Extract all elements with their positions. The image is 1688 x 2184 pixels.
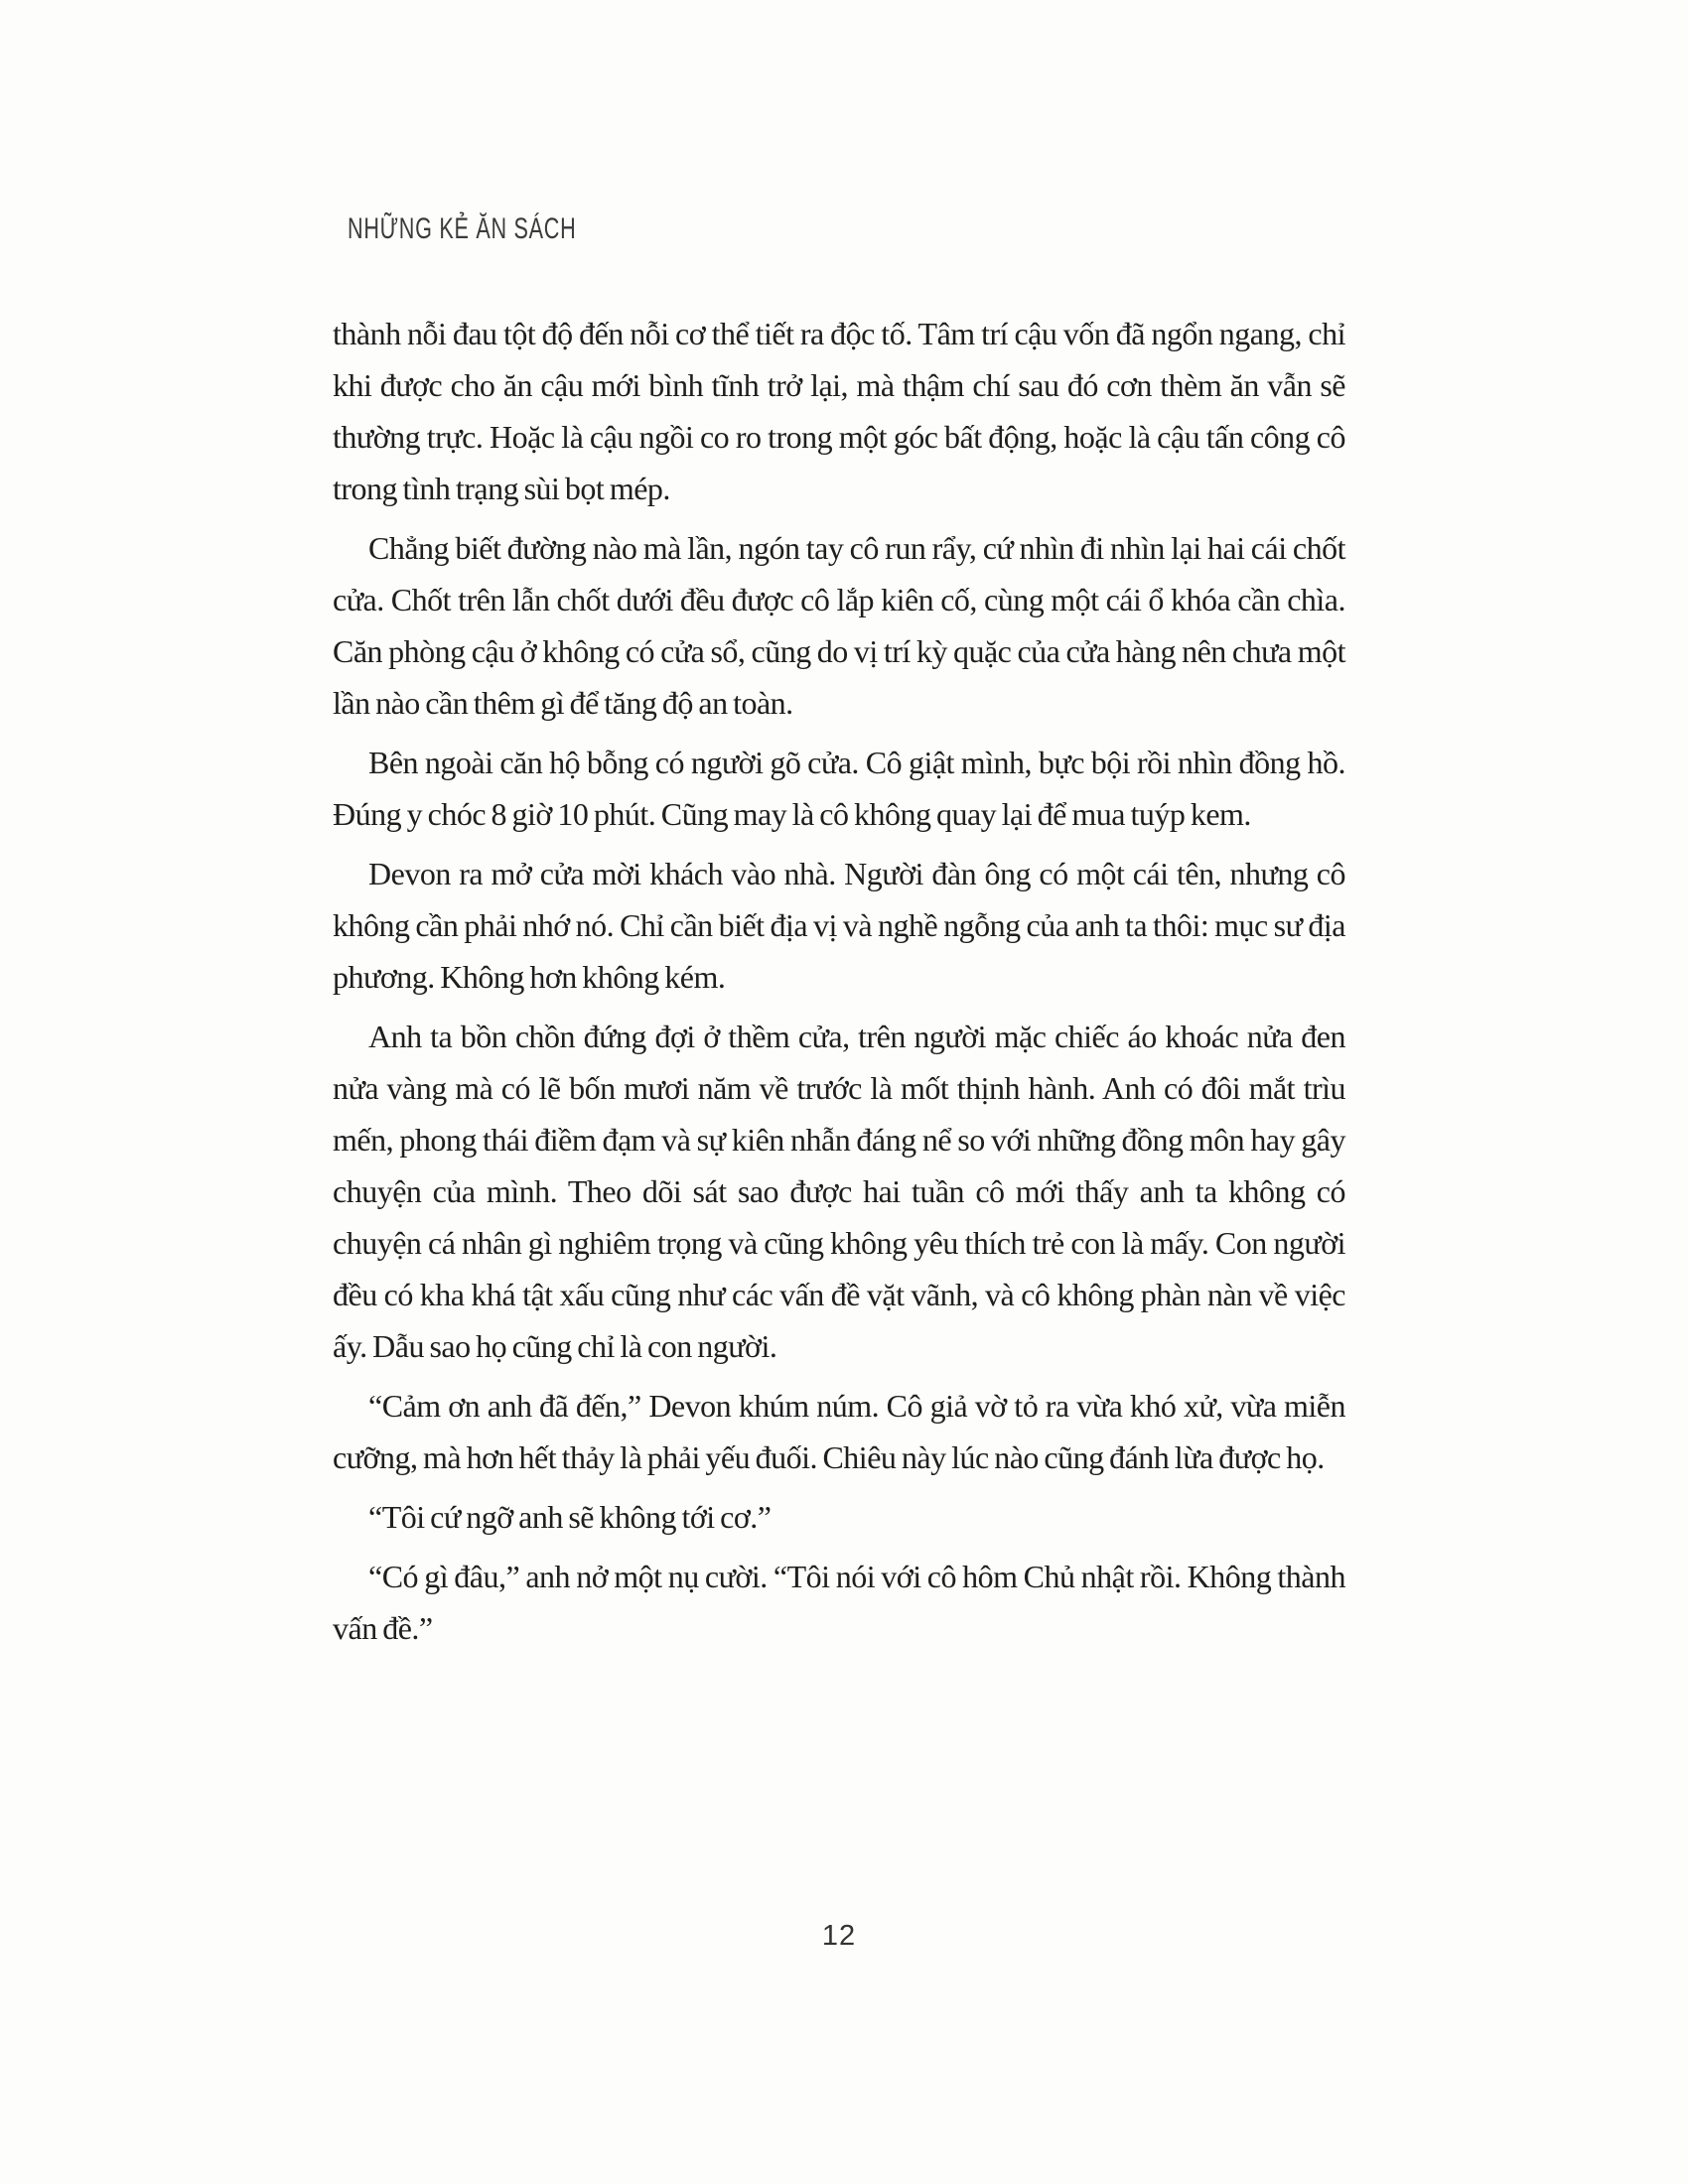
- body-paragraph: Bên ngoài căn hộ bỗng có người gõ cửa. Cô giật mình, bực bội rồi nhìn đồng hồ. Đúng y chóc 8 giờ 10 phút. Cũng may là cô không quay lại để mua tuýp kem.: [333, 745, 1345, 832]
- body-paragraph: “Cảm ơn anh đã đến,” Devon khúm núm. Cô giả vờ tỏ ra vừa khó xử, vừa miễn cưỡng, mà hơn hết thảy là phải yếu đuối. Chiêu này lúc nào cũng đánh lừa được họ.: [333, 1388, 1345, 1475]
- body-text: [333, 308, 1345, 1662]
- body-paragraph: thành nỗi đau tột độ đến nỗi cơ thể tiết ra độc tố. Tâm trí cậu vốn đã ngổn ngang, chỉ khi được cho ăn cậu mới bình tĩnh trở lại, mà thậm chí sau đó cơn thèm ăn vẫn sẽ thường trực. Hoặc là cậu ngồi co ro trong một góc bất động, hoặc là cậu tấn công cô trong tình trạng sùi bọt mép.: [333, 316, 1345, 506]
- running-header: NHỮNG KẺ ĂN SÁCH: [348, 212, 577, 245]
- body-paragraph: Anh ta bồn chồn đứng đợi ở thềm cửa, trên người mặc chiếc áo khoác nửa đen nửa vàng mà có lẽ bốn mươi năm về trước là mốt thịnh hành. Anh có đôi mắt trìu mến, phong thái điềm đạm và sự kiên nhẫn đáng nể so với những đồng môn hay gây chuyện của mình. Theo dõi sát sao được hai tuần cô mới thấy anh ta không có chuyện cá nhân gì nghiêm trọng và cũng không yêu thích trẻ con là mấy. Con người đều có kha khá tật xấu cũng như các vấn đề vặt vãnh, và cô không phàn nàn về việc ấy. Dẫu sao họ cũng chỉ là con người.: [333, 1019, 1345, 1364]
- body-paragraph: “Có gì đâu,” anh nở một nụ cười. “Tôi nói với cô hôm Chủ nhật rồi. Không thành vấn đề.”: [333, 1559, 1345, 1646]
- body-paragraph: Chẳng biết đường nào mà lần, ngón tay cô run rẩy, cứ nhìn đi nhìn lại hai cái chốt cửa. Chốt trên lẫn chốt dưới đều được cô lắp kiên cố, cùng một cái ổ khóa cần chìa. Căn phòng cậu ở không có cửa sổ, cũng do vị trí kỳ quặc của cửa hàng nên chưa một lần nào cần thêm gì để tăng độ an toàn.: [333, 530, 1345, 721]
- page-number: 12: [821, 1920, 857, 1952]
- body-paragraph: Devon ra mở cửa mời khách vào nhà. Người đàn ông có một cái tên, nhưng cô không cần phải nhớ nó. Chỉ cần biết địa vị và nghề ngỗng của anh ta thôi: mục sư địa phương. Không hơn không kém.: [333, 856, 1345, 995]
- body-paragraph: “Tôi cứ ngỡ anh sẽ không tới cơ.”: [368, 1499, 772, 1535]
